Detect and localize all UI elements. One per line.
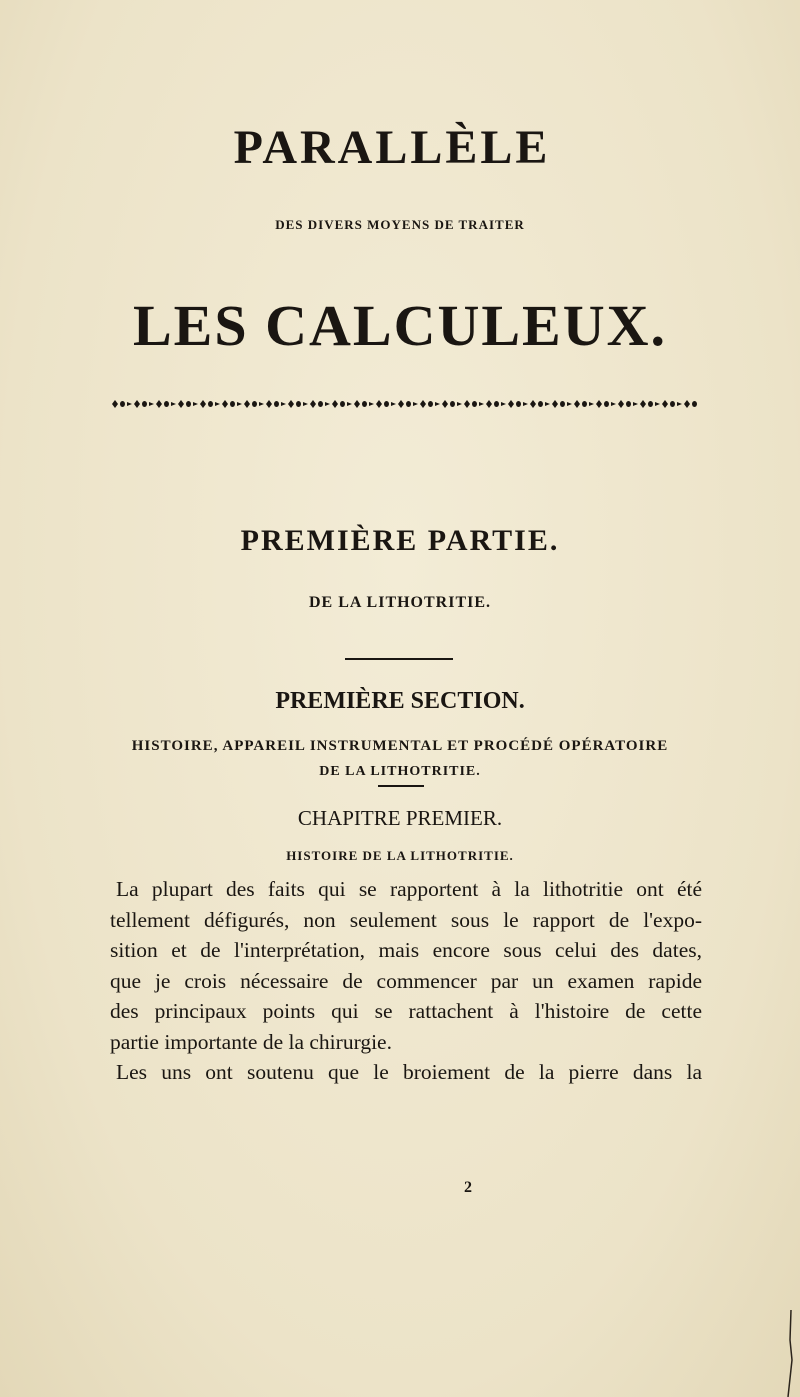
part-title: PREMIÈRE PARTIE.: [240, 524, 560, 557]
body-line: partie importante de la chirurgie.: [110, 1029, 392, 1054]
title-subtitle: DES DIVERS MOYENS DE TRAITER: [275, 217, 525, 232]
chapter-title: CHAPITRE PREMIER.: [297, 806, 503, 830]
scan-margin-mark: [786, 1310, 794, 1397]
body-line: La plupart des faits qui se rapportent à la lithotritie ont été: [116, 877, 702, 901]
title-main: PARALLÈLE: [233, 121, 551, 174]
page-signature: 2: [464, 1179, 472, 1196]
section-title: PREMIÈRE SECTION.: [275, 688, 525, 714]
body-line: sition et de l'interprétation, mais encore sous celui des dates,: [110, 938, 702, 962]
part-subtitle: DE LA LITHOTRITIE.: [308, 594, 492, 611]
section-rule: [345, 658, 453, 660]
body-line: tellement défigurés, non seulement sous le rapport de l'expo-: [110, 907, 702, 932]
body-line: des principaux points qui se rattachent à l'histoire de cette: [110, 999, 702, 1023]
body-line: que je crois nécessaire de commencer par un examen rapide: [110, 968, 702, 993]
title-big: LES CALCULEUX.: [133, 293, 667, 358]
ornamental-divider: [110, 398, 700, 410]
body-line: Les uns ont soutenu que le broiement de la pierre dans la: [116, 1060, 702, 1084]
section-subtitle-line-2: DE LA LITHOTRITIE.: [319, 764, 481, 779]
chapter-subtitle: HISTOIRE DE LA LITHOTRITIE.: [286, 848, 514, 863]
chapter-rule: [378, 785, 424, 787]
section-subtitle-line-1: HISTOIRE, APPAREIL INSTRUMENTAL ET PROCÉDÉ OPÉRATOIRE: [131, 738, 669, 754]
body-paragraph: [110, 874, 702, 1088]
